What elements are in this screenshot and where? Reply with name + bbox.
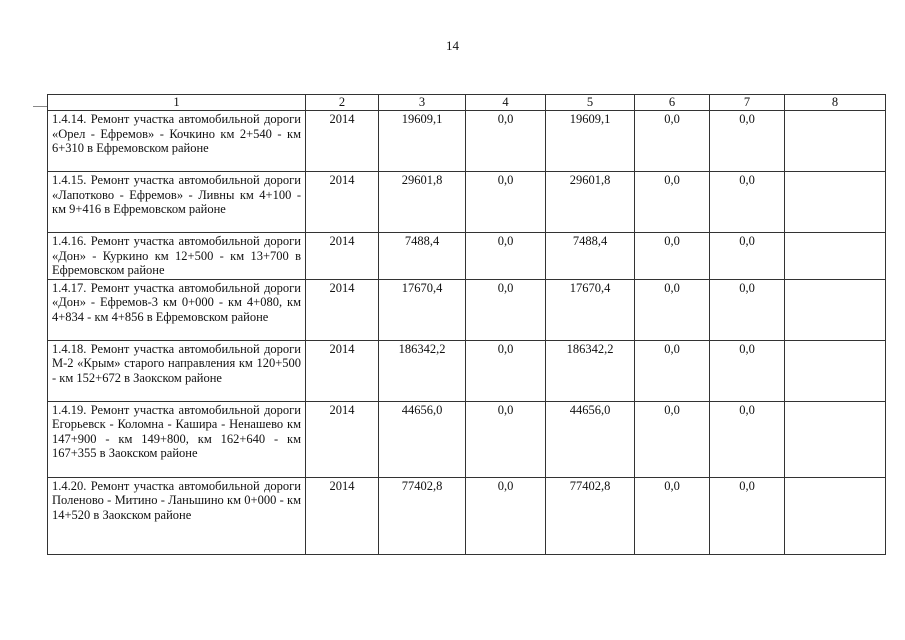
table-row (48, 233, 886, 280)
row-value-col6: 0,0 (635, 233, 710, 280)
row-value-col5: 19609,1 (546, 111, 635, 172)
row-description: 1.4.20. Ремонт участка автомобильной дороги Поленово - Митино - Ланьшино км 0+000 - км 14+520 в Заокском районе (48, 477, 306, 554)
row-value-col5: 29601,8 (546, 172, 635, 233)
column-header: 6 (635, 95, 710, 111)
row-description: 1.4.15. Ремонт участка автомобильной дороги «Лапотково - Ефремов» - Ливны км 4+100 - км 9+416 в Ефремовском районе (48, 172, 306, 233)
row-year: 2014 (306, 477, 379, 554)
row-value-col5: 44656,0 (546, 401, 635, 477)
row-value-col7: 0,0 (710, 279, 785, 340)
row-value-col8 (785, 172, 886, 233)
row-value-col7: 0,0 (710, 401, 785, 477)
row-value-col5: 17670,4 (546, 279, 635, 340)
column-number-row (48, 95, 886, 111)
row-description: 1.4.17. Ремонт участка автомобильной дороги «Дон» - Ефремов-3 км 0+000 - км 4+080, км 4+834 - км 4+856 в Ефремовском районе (48, 279, 306, 340)
row-description: 1.4.18. Ремонт участка автомобильной дороги М-2 «Крым» старого направления км 120+500 - км 152+672 в Заокском районе (48, 340, 306, 401)
row-value-col5: 77402,8 (546, 477, 635, 554)
row-value-col3: 19609,1 (379, 111, 466, 172)
table-row (48, 172, 886, 233)
row-value-col3: 7488,4 (379, 233, 466, 280)
row-value-col8 (785, 401, 886, 477)
row-description: 1.4.19. Ремонт участка автомобильной дороги Егорьевск - Коломна - Кашира - Ненашево км 147+900 - км 149+800, км 162+640 - км 167+355 в Заокском районе (48, 401, 306, 477)
row-value-col3: 186342,2 (379, 340, 466, 401)
row-description: 1.4.16. Ремонт участка автомобильной дороги «Дон» - Куркино км 12+500 - км 13+700 в Ефремовском районе (48, 233, 306, 280)
column-header: 2 (306, 95, 379, 111)
row-value-col7: 0,0 (710, 172, 785, 233)
column-header: 7 (710, 95, 785, 111)
table-row (48, 401, 886, 477)
row-value-col4: 0,0 (466, 172, 546, 233)
row-value-col6: 0,0 (635, 279, 710, 340)
row-value-col4: 0,0 (466, 279, 546, 340)
row-value-col3: 77402,8 (379, 477, 466, 554)
row-value-col8 (785, 279, 886, 340)
table-row (48, 340, 886, 401)
margin-rule (33, 106, 47, 107)
row-year: 2014 (306, 111, 379, 172)
row-value-col7: 0,0 (710, 340, 785, 401)
row-value-col7: 0,0 (710, 111, 785, 172)
row-value-col8 (785, 340, 886, 401)
column-header: 8 (785, 95, 886, 111)
program-table (47, 94, 886, 555)
row-year: 2014 (306, 233, 379, 280)
column-header: 4 (466, 95, 546, 111)
row-value-col4: 0,0 (466, 477, 546, 554)
row-value-col6: 0,0 (635, 172, 710, 233)
row-year: 2014 (306, 172, 379, 233)
column-header: 5 (546, 95, 635, 111)
row-value-col5: 186342,2 (546, 340, 635, 401)
row-value-col4: 0,0 (466, 111, 546, 172)
table-row (48, 477, 886, 554)
table-row (48, 111, 886, 172)
row-value-col6: 0,0 (635, 340, 710, 401)
row-year: 2014 (306, 401, 379, 477)
column-header: 3 (379, 95, 466, 111)
column-header: 1 (48, 95, 306, 111)
row-value-col6: 0,0 (635, 111, 710, 172)
row-value-col8 (785, 111, 886, 172)
row-value-col4: 0,0 (466, 233, 546, 280)
row-value-col3: 44656,0 (379, 401, 466, 477)
row-year: 2014 (306, 279, 379, 340)
row-value-col3: 29601,8 (379, 172, 466, 233)
row-value-col3: 17670,4 (379, 279, 466, 340)
row-description: 1.4.14. Ремонт участка автомобильной дороги «Орел - Ефремов» - Кочкино км 2+540 - км 6+310 в Ефремовском районе (48, 111, 306, 172)
page-number: 14 (446, 38, 459, 53)
row-value-col7: 0,0 (710, 477, 785, 554)
row-year: 2014 (306, 340, 379, 401)
row-value-col6: 0,0 (635, 401, 710, 477)
row-value-col8 (785, 233, 886, 280)
row-value-col8 (785, 477, 886, 554)
row-value-col6: 0,0 (635, 477, 710, 554)
row-value-col4: 0,0 (466, 340, 546, 401)
row-value-col7: 0,0 (710, 233, 785, 280)
row-value-col5: 7488,4 (546, 233, 635, 280)
row-value-col4: 0,0 (466, 401, 546, 477)
table-row (48, 279, 886, 340)
